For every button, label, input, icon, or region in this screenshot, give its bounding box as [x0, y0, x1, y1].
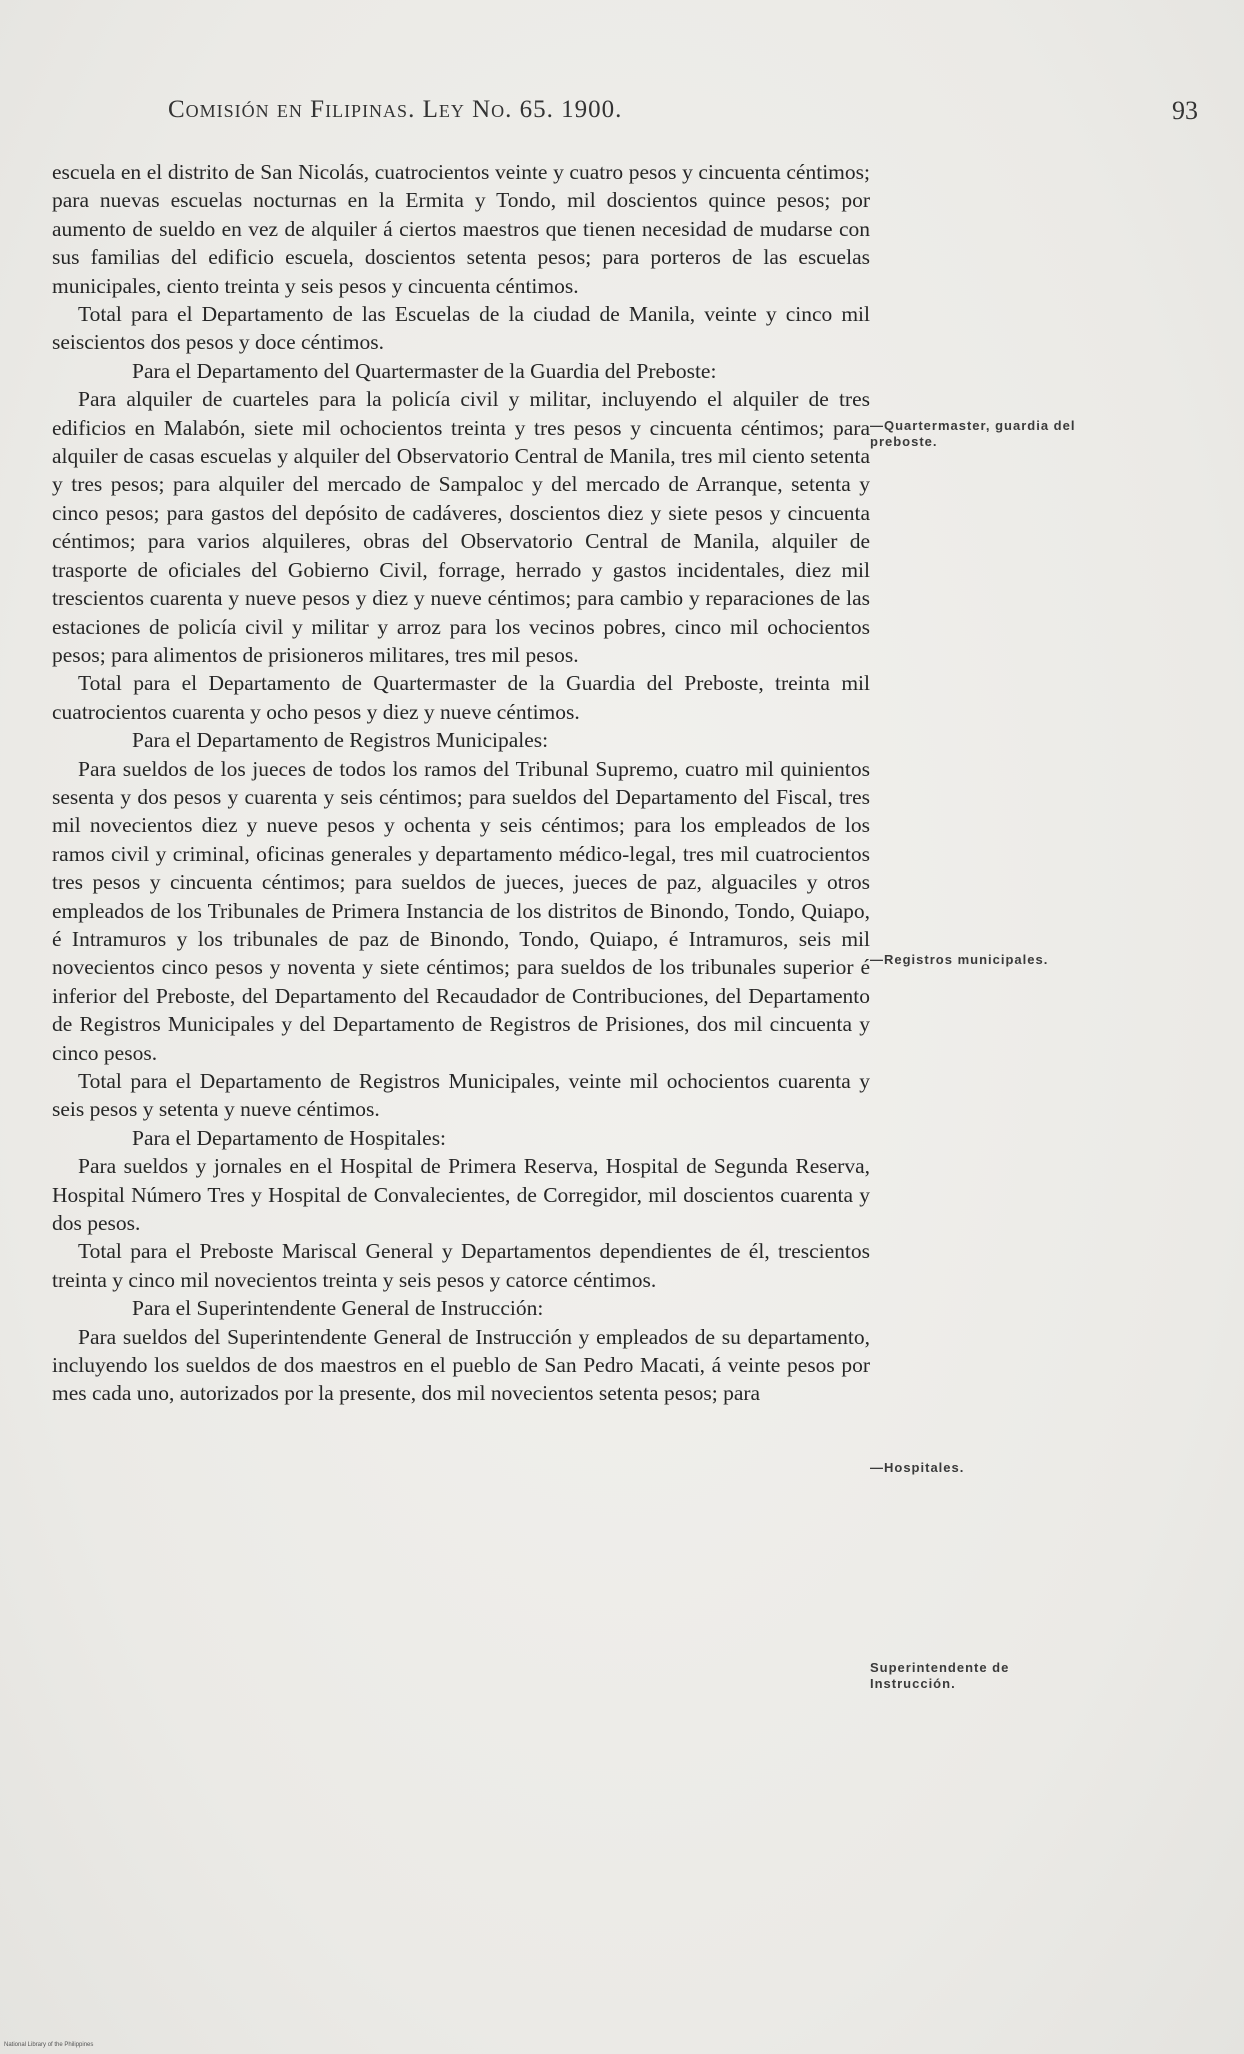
paragraph-total-escuelas: Total para el Departamento de las Escuelas de la ciudad de Manila, veinte y cinco mil seiscientos dos pesos y doce céntimos.: [52, 302, 870, 355]
margin-note-instruccion: Superintendente de Instrucción.: [870, 1660, 1010, 1691]
margin-note-quartermaster: —Quartermaster, guardia del preboste.: [870, 418, 1076, 449]
section-heading-hospitales: Para el Departamento de Hospitales:: [132, 1125, 447, 1150]
margin-note-registros: —Registros municipales.: [870, 952, 1049, 967]
section-heading-instruccion: Para el Superintendente General de Instrucción:: [132, 1296, 544, 1321]
paragraph-instruccion: Para sueldos del Superintendente General de Instrucción y empleados de su departamento, incluyendo los sueldos de dos maestros en el pueblo de San Pedro Macati, á veinte pesos por mes cada uno, autorizados por la presente, dos mil novecientos setenta pesos; para: [52, 1324, 870, 1406]
paragraph-total-preboste: Total para el Preboste Mariscal General y Departamentos dependientes de él, trescientos treinta y cinco mil novecientos treinta y seis pesos y catorce céntimos.: [52, 1239, 870, 1292]
page-header: [0, 96, 1244, 132]
paragraph-hospitales: Para sueldos y jornales en el Hospital de Primera Reserva, Hospital de Segunda Reserva, Hospital Número Tres y Hospital de Convalecientes, de Corregidor, mil doscientos cuarenta y dos pesos.: [52, 1154, 870, 1236]
paragraph-total-registros: Total para el Departamento de Registros Municipales, veinte mil ochocientos cuarenta y seis pesos y setenta y nueve céntimos.: [52, 1069, 870, 1122]
paragraph-escuelas-cont: escuela en el distrito de San Nicolás, cuatrocientos veinte y cuatro pesos y cincuenta céntimos; para nuevas escuelas nocturnas en la Ermita y Tondo, mil doscientos quince pesos; por aumento de sueldo en vez de alquiler á ciertos maestros que tienen necesidad de mudarse con sus familias del edificio escuela, doscientos setenta pesos; para porteros de las escuelas municipales, ciento treinta y seis pesos y cincuenta céntimos.: [52, 160, 870, 298]
paragraph-total-quartermaster: Total para el Departamento de Quartermaster de la Guardia del Preboste, treinta mil cuatrocientos cuarenta y ocho pesos y diez y nueve céntimos.: [52, 671, 870, 724]
section-heading-registros: Para el Departamento de Registros Municipales:: [132, 728, 549, 753]
page-number: 93: [1172, 96, 1198, 125]
paragraph-registros: Para sueldos de los jueces de todos los ramos del Tribunal Supremo, cuatro mil quinientos sesenta y dos pesos y cuarenta y seis céntimos; para sueldos del Departamento del Fiscal, tres mil novecientos diez y nueve pesos y ochenta y seis céntimos; para los empleados de los ramos civil y criminal, oficinas generales y departamento médico-legal, tres mil cuatrocientos tres pesos y cincuenta céntimos; para sueldos de jueces, jueces de paz, alguaciles y otros empleados de los Tribunales de Primera Instancia de los distritos de Binondo, Tondo, Quiapo, é Intramuros y los tribunales de paz de Binondo, Tondo, Quiapo, é Intramuros, seis mil novecientos cinco pesos y noventa y siete céntimos; para sueldos de los tribunales superior é inferior del Preboste, del Departamento del Recaudador de Contribuciones, del Departamento de Registros Municipales y del Departamento de Registros de Prisiones, dos mil cincuenta y cinco pesos.: [52, 756, 870, 1065]
paragraph-quartermaster: Para alquiler de cuarteles para la policía civil y militar, incluyendo el alquiler de tres edificios en Malabón, siete mil ochocientos treinta y tres pesos y cincuenta céntimos; para alquiler de casas escuelas y alquiler del Observatorio Central de Manila, tres mil ciento setenta y tres pesos; para alquiler del mercado de Sampaloc y del mercado de Arranque, setenta y cinco pesos; para gastos del depósito de cadáveres, doscientos diez y siete pesos y cincuenta céntimos; para varios alquileres, obras del Observatorio Central de Manila, alquiler de trasporte de oficiales del Gobierno Civil, forrage, herrado y gastos incidentales, diez mil trescientos cuarenta y nueve pesos y diez y nueve céntimos; para cambio y reparaciones de las estaciones de policía civil y militar y arroz para los vecinos pobres, cinco mil ochocientos pesos; para alimentos de prisioneros militares, tres mil pesos.: [52, 387, 870, 667]
body-text: [52, 158, 870, 1408]
running-title: Comisión en Filipinas. Ley No. 65. 1900.: [168, 96, 623, 123]
section-heading-quartermaster: Para el Departamento del Quartermaster de la Guardia del Preboste:: [132, 358, 717, 383]
footer-attribution: National Library of the Philippines: [4, 2042, 94, 2048]
margin-note-hospitales: —Hospitales.: [870, 1460, 965, 1475]
